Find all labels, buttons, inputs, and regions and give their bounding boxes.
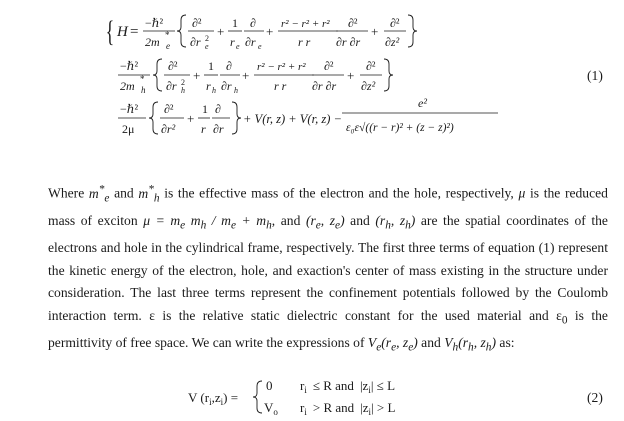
svg-text:∂r: ∂r bbox=[166, 79, 177, 93]
svg-text:ε₀ε√((r − r)² + (z − z)²): ε₀ε√((r − r)² + (z − z)²) bbox=[346, 122, 454, 134]
svg-text:∂: ∂ bbox=[226, 59, 232, 73]
svg-text:∂r ∂r: ∂r ∂r bbox=[336, 35, 361, 49]
svg-text:0: 0 bbox=[266, 378, 273, 393]
eq1-l1-left-brace bbox=[177, 15, 186, 47]
svg-text:r: r bbox=[201, 122, 206, 136]
svg-text:∂r²: ∂r² bbox=[161, 122, 176, 136]
svg-text:+: + bbox=[242, 68, 250, 83]
svg-text:e: e bbox=[236, 42, 240, 51]
svg-text:∂z²: ∂z² bbox=[361, 79, 376, 93]
svg-text:h: h bbox=[141, 85, 146, 95]
svg-text:+: + bbox=[217, 24, 225, 39]
svg-text:1: 1 bbox=[202, 102, 208, 116]
svg-text:ri≤ R and|zi| ≤ L: $r_i \le R$ and $|z_i| \le L$ bbox=[300, 378, 396, 395]
svg-text:e: e bbox=[166, 41, 170, 51]
svg-text:2: 2 bbox=[181, 78, 185, 87]
svg-text:∂²: ∂² bbox=[348, 16, 358, 30]
svg-text:+: + bbox=[187, 111, 195, 126]
eq1-lhs: H bbox=[117, 24, 128, 40]
svg-text:∂r: ∂r bbox=[190, 35, 201, 49]
svg-text:e: e bbox=[258, 42, 262, 51]
svg-text:∂r ∂r: ∂r ∂r bbox=[312, 79, 337, 93]
svg-text:r: r bbox=[206, 79, 211, 93]
svg-text:∂²: ∂² bbox=[366, 59, 376, 73]
svg-text:e²: e² bbox=[418, 96, 427, 110]
eq1-number: (1) bbox=[587, 68, 603, 83]
svg-text:∂²: ∂² bbox=[164, 102, 174, 116]
svg-text:r r: r r bbox=[298, 35, 311, 49]
svg-text:r: r bbox=[230, 35, 235, 49]
body-paragraph: Where $m^*_e$ and $m^*_h$ is the effective mass of the electron and the hole, respectively, μ is the reduced mass of exciton $\mu = m_e$ $m_h / m_e + m_h$, and ($r_e$, $z_e$) and ($r_h$, $z_h$) are the spatial coordinates of the electrons and hole in the cylindrical frame, respectively. The first three terms of equation (1) represent the kinetic energy of the electron, hole, and exaction's center of mass existing in the structure under consideration. The last three terms represent the confinement potentials followed by the Coulomb interaction term. ε is the relative static dielectric constant for the used material and $\varepsilon_0$ is the permittivity of free space. We can write the expressions of $V_e(r_e$, $z_e$) and $V_h(r_h$, $z_h$) as: bbox=[48, 183, 608, 354]
svg-text:∂²: ∂² bbox=[168, 59, 178, 73]
svg-text:2m: 2m bbox=[145, 35, 160, 49]
svg-text:1: 1 bbox=[208, 59, 214, 73]
svg-text:∂²: ∂² bbox=[324, 59, 334, 73]
svg-text:∂z²: ∂z² bbox=[385, 35, 400, 49]
svg-text:h: h bbox=[181, 86, 185, 95]
svg-text:ri> R and|zi| > L: $r_i > R$ and $|z_i| > L$ bbox=[300, 400, 396, 417]
svg-text:Vo: $V_o$ bbox=[264, 400, 278, 417]
svg-text:−ℏ²: −ℏ² bbox=[120, 102, 139, 116]
eq1-l1-right-brace bbox=[408, 15, 417, 47]
svg-text:+ V(r, z) + V(r, z) −: + V(r, z) + V(r, z) − bbox=[243, 112, 342, 126]
svg-text:r² − r² + r²: r² − r² + r² bbox=[257, 61, 306, 73]
eq2-cases-brace bbox=[253, 381, 262, 413]
svg-text:h: h bbox=[234, 86, 238, 95]
equation-1 bbox=[0, 0, 624, 175]
svg-text:∂²: ∂² bbox=[390, 16, 400, 30]
svg-text:*: * bbox=[140, 74, 145, 84]
svg-text:+: + bbox=[266, 24, 274, 39]
eq2-number: (2) bbox=[587, 390, 603, 405]
svg-text:∂: ∂ bbox=[250, 16, 256, 30]
svg-text:∂r: ∂r bbox=[245, 35, 256, 49]
svg-text:2μ: 2μ bbox=[122, 122, 135, 136]
svg-text:∂r: ∂r bbox=[221, 79, 232, 93]
svg-text:{: { bbox=[105, 15, 115, 49]
svg-text:e: e bbox=[205, 42, 209, 51]
svg-text:2m: 2m bbox=[120, 79, 135, 93]
svg-text:h: h bbox=[212, 86, 216, 95]
svg-text:1: 1 bbox=[232, 16, 238, 30]
svg-text:r² − r² + r²: r² − r² + r² bbox=[281, 18, 330, 30]
svg-text:∂r: ∂r bbox=[213, 122, 224, 136]
svg-text:+: + bbox=[193, 68, 201, 83]
svg-text:∂²: ∂² bbox=[192, 16, 202, 30]
svg-text:r r: r r bbox=[274, 79, 287, 93]
eq2-lhs: V $(r_i,z_i)$ = bbox=[188, 390, 239, 407]
svg-text:*: * bbox=[165, 30, 170, 40]
svg-text:+: + bbox=[347, 68, 355, 83]
svg-text:+: + bbox=[371, 24, 379, 39]
svg-text:=: = bbox=[130, 24, 139, 40]
eq1-l1-prefactor-num: −ℏ² bbox=[145, 16, 164, 30]
svg-text:2: 2 bbox=[205, 34, 209, 43]
svg-text:∂: ∂ bbox=[215, 102, 221, 116]
svg-text:−ℏ²: −ℏ² bbox=[120, 59, 139, 73]
